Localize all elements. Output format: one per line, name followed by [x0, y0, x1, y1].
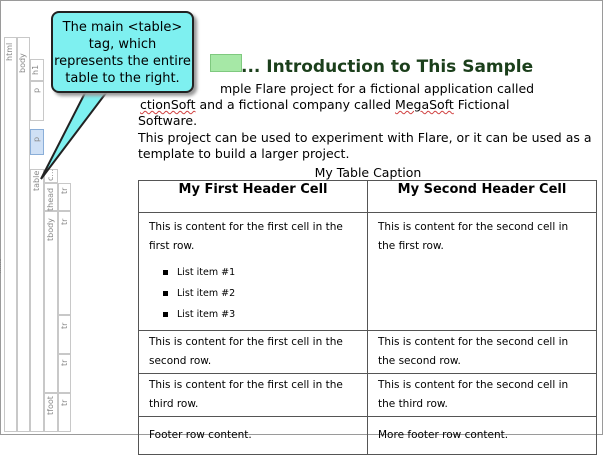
- structure-bar-tr-1[interactable]: [58, 211, 71, 315]
- structure-bar-c-label: c...: [46, 168, 55, 181]
- paragraph-1: [138, 81, 593, 129]
- paragraph-2: This project can be used to experiment with Flare, or it can be used as a template to build a larger project.: [138, 130, 592, 161]
- list-item[interactable]: List item #1: [163, 262, 357, 283]
- structure-bar-tr-2[interactable]: [58, 315, 71, 354]
- table-row[interactable]: [139, 374, 597, 417]
- bullet-list: [163, 262, 357, 325]
- structure-bar-table-label: table: [32, 170, 41, 191]
- table-cell[interactable]: [139, 213, 368, 331]
- structure-bar-thead-label: thead: [46, 187, 55, 211]
- table-row[interactable]: [139, 331, 597, 374]
- structure-bar-body-label: body: [18, 53, 27, 73]
- table-cell[interactable]: This is content for the second cell in the first row.: [368, 213, 597, 331]
- table-row[interactable]: [139, 213, 597, 331]
- footer-cell-2[interactable]: More footer row content.: [368, 417, 597, 455]
- structure-bar-tfoot-label: tfoot: [46, 396, 55, 415]
- callout-text: The main <table> tag, which represents the entire table to the right.: [54, 20, 191, 86]
- list-item[interactable]: List item #3: [163, 304, 357, 325]
- table-cell[interactable]: This is content for the second cell in the third row.: [368, 374, 597, 417]
- header-cell-1[interactable]: My First Header Cell: [139, 181, 368, 213]
- structure-bar-tr-1-label: tr: [60, 218, 69, 225]
- table-footer-row[interactable]: [139, 417, 597, 455]
- structure-bar-tr-foot-label: tr: [60, 399, 69, 406]
- paragraph-1-text-end: Fictional: [453, 97, 510, 112]
- paragraph-1-line-3: Software.: [138, 113, 198, 128]
- table-cell[interactable]: This is content for the first cell in the third row.: [139, 374, 368, 417]
- paragraph-1-line-2: [138, 97, 593, 113]
- table-caption: My Table Caption: [314, 165, 422, 180]
- misspelled-word[interactable]: ctionSoft: [140, 97, 196, 112]
- cell-text: This is content for the first cell in the first row.: [149, 221, 343, 252]
- structure-bar-tr-3-label: tr: [60, 359, 69, 366]
- paragraph-1-text: and a fictional company called: [195, 97, 396, 112]
- paragraph-1-line-1: mple Flare project for a fictional application called: [220, 81, 535, 96]
- structure-bar-h1-label: h1: [31, 64, 40, 75]
- list-item[interactable]: List item #2: [163, 283, 357, 304]
- header-cell-2[interactable]: My Second Header Cell: [368, 181, 597, 213]
- structure-bar-table[interactable]: [30, 169, 44, 432]
- structure-bar-p2-label: p: [32, 136, 41, 142]
- page-heading: ... Introduction to This Sample: [241, 57, 534, 77]
- misspelled-word-megasoft[interactable]: MegaSoft: [395, 97, 454, 112]
- table-header-row[interactable]: [139, 181, 597, 213]
- structure-bar-p1-label: p: [32, 87, 41, 93]
- structure-bar-tr-2-label: tr: [60, 322, 69, 329]
- structure-bar-tr-head-label: tr: [60, 187, 69, 194]
- footer-cell-1[interactable]: Footer row content.: [139, 417, 368, 455]
- structure-bar-html-label: html: [5, 42, 14, 61]
- callout-box: [51, 11, 194, 93]
- table-cell[interactable]: This is content for the first cell in the second row.: [139, 331, 368, 374]
- heading-tag-marker[interactable]: [210, 54, 242, 72]
- structure-bar-tbody-label: tbody: [46, 218, 55, 241]
- table-cell[interactable]: This is content for the second cell in the second row.: [368, 331, 597, 374]
- content-table[interactable]: [138, 180, 597, 455]
